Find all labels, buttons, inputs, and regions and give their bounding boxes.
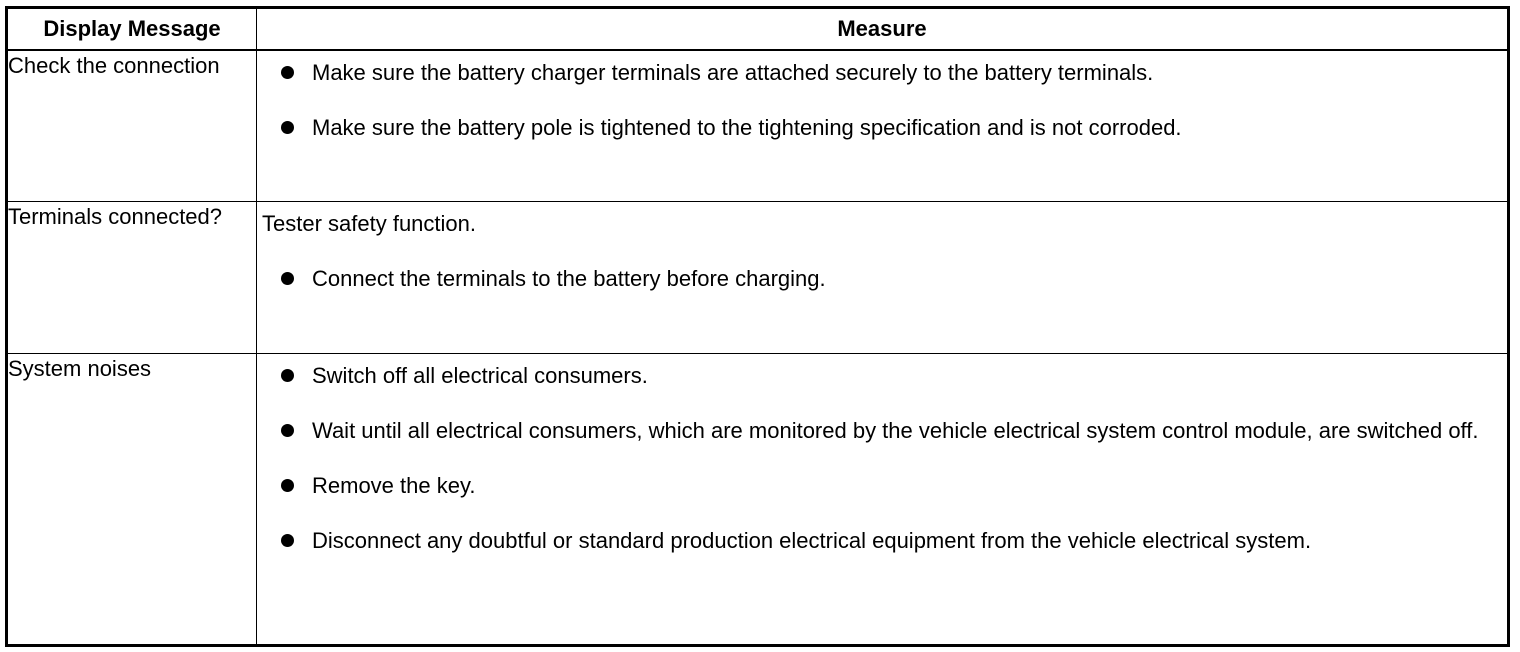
measure-list [257,264,1507,294]
measure-text: Remove the key. [312,473,476,498]
bullet-icon [281,534,294,547]
bullet-icon [281,121,294,134]
header-display-message: Display Message [7,8,257,51]
bullet-icon [281,424,294,437]
header-row [7,8,1509,51]
measure-list [257,361,1507,556]
list-item [257,113,1507,143]
measure-text: Wait until all electrical consumers, which are monitored by the vehicle electrical system control module, are switched off. [312,418,1479,443]
table-row [7,202,1509,354]
list-item [257,361,1507,391]
measure-text: Disconnect any doubtful or standard production electrical equipment from the vehicle electrical system. [312,528,1312,553]
measure-text: Make sure the battery charger terminals are attached securely to the battery terminals. [312,60,1154,85]
table-row [7,354,1509,646]
display-message-cell: System noises [7,354,257,646]
display-message-cell: Check the connection [7,50,257,202]
list-item [257,526,1507,556]
measure-text: Switch off all electrical consumers. [312,363,648,388]
bullet-icon [281,66,294,79]
bullet-icon [281,369,294,382]
measure-text: Connect the terminals to the battery before charging. [312,266,826,291]
list-item [257,471,1507,501]
list-item [257,58,1507,88]
table-row [7,50,1509,202]
measure-cell [257,202,1509,354]
measure-cell [257,354,1509,646]
measure-cell [257,50,1509,202]
bullet-icon [281,479,294,492]
list-item [257,264,1507,294]
display-message-measure-table [5,6,1510,647]
measure-intro: Tester safety function. [262,211,476,236]
header-measure: Measure [257,8,1509,51]
measure-text: Make sure the battery pole is tightened to the tightening specification and is not corroded. [312,115,1182,140]
list-item [257,416,1507,446]
bullet-icon [281,272,294,285]
measure-list [257,58,1507,143]
display-message-cell: Terminals connected? [7,202,257,354]
